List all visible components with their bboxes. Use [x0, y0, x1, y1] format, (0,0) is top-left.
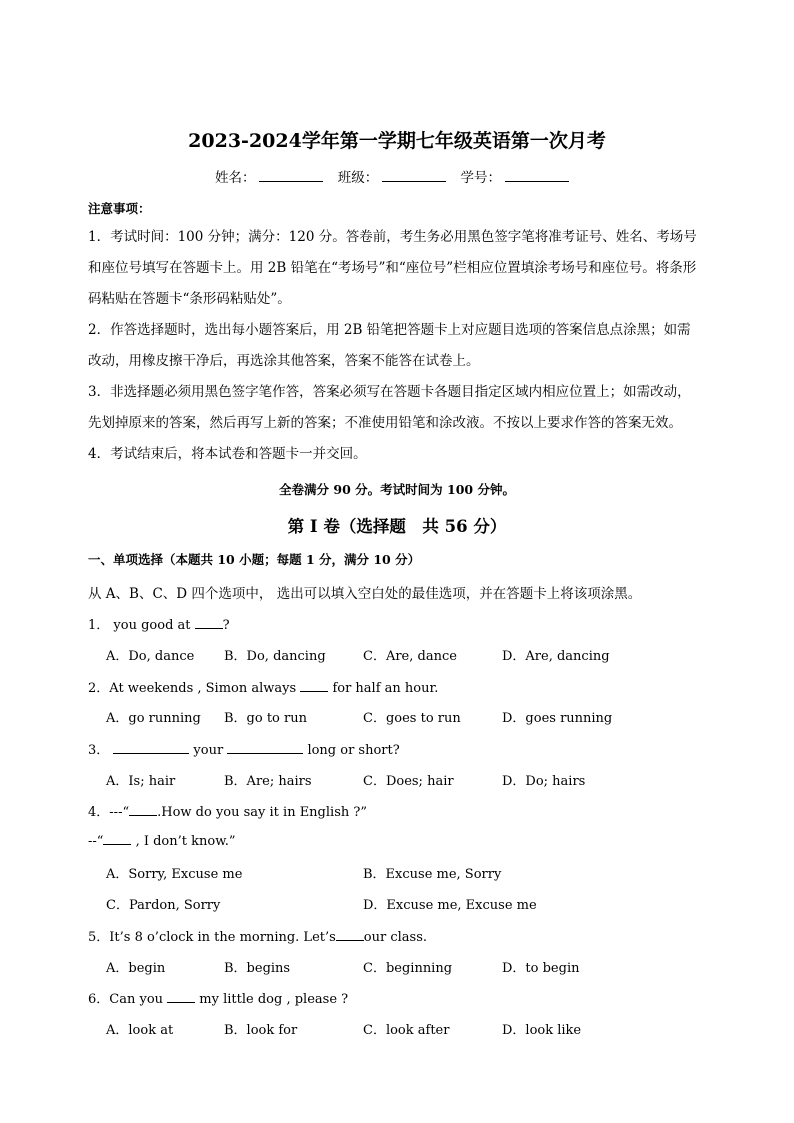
- question-text: for half an hour.: [328, 681, 439, 696]
- question-number: 4．: [88, 805, 110, 820]
- note-line: 和座位号填写在答题卡上。用 2B 铅笔在“考场号”和“座位号”栏相应位置填涂考场号和座位号。将条形: [88, 260, 697, 276]
- option-a[interactable]: A．go running: [106, 711, 201, 726]
- answer-blank: [227, 741, 303, 754]
- question-text: long or short?: [303, 743, 400, 758]
- question-text: --“: [88, 834, 104, 849]
- note-line: 4．考试结束后，将本试卷和答题卡一并交回。: [88, 446, 367, 462]
- question-number: 6．: [88, 992, 110, 1007]
- answer-blank: [103, 832, 131, 845]
- option-c[interactable]: C．Are, dance: [363, 649, 457, 664]
- id-label: 学号：: [460, 170, 502, 186]
- notes-heading: 注意事项：: [88, 201, 151, 216]
- exam-title: 2023-2024学年第一学期七年级英语第一次月考: [188, 130, 606, 152]
- answer-blank: [113, 741, 189, 754]
- option-b[interactable]: B．Are; hairs: [224, 774, 312, 789]
- note-line: 先划掉原来的答案，然后再写上新的答案；不准使用铅笔和涂改液。不按以上要求作答的答案无效。: [88, 415, 682, 431]
- question-6: [88, 988, 348, 1007]
- question-4: [88, 801, 367, 820]
- question-2: [88, 677, 438, 696]
- question-number: 2．: [88, 681, 110, 696]
- class-field[interactable]: [382, 169, 446, 182]
- score-line: 全卷满分 90 分。考试时间为 100 分钟。: [279, 482, 515, 497]
- name-label: 姓名：: [214, 170, 256, 186]
- option-d[interactable]: D．to begin: [502, 961, 580, 976]
- answer-blank: [195, 616, 223, 629]
- note-line: 3．非选择题必须用黑色签字笔作答，答案必须写在答题卡各题目指定区域内相应位置上；如需改动，: [88, 384, 691, 400]
- note-line: 2．作答选择题时，选出每小题答案后，用 2B 铅笔把答题卡上对应题目选项的答案信息点涂黑；如需: [88, 322, 691, 338]
- question-text: my little dog , please ?: [195, 992, 349, 1007]
- question-number: 1．: [88, 618, 110, 633]
- question-4-line-2: [88, 832, 236, 849]
- option-a[interactable]: A．look at: [106, 1023, 174, 1038]
- question-1: [88, 614, 230, 633]
- option-b[interactable]: B．look for: [224, 1023, 298, 1038]
- id-field[interactable]: [505, 169, 569, 182]
- option-a[interactable]: A．begin: [106, 961, 166, 976]
- option-d[interactable]: D．Are, dancing: [502, 649, 610, 664]
- option-c[interactable]: C．Pardon, Sorry: [106, 898, 221, 913]
- question-text: .How do you say it in English ?”: [157, 805, 367, 820]
- answer-blank: [300, 679, 328, 692]
- option-b[interactable]: B．Excuse me, Sorry: [363, 867, 502, 882]
- question-text: It’s 8 o’clock in the morning. Let’s: [109, 930, 336, 945]
- option-a[interactable]: A．Do, dance: [106, 649, 195, 664]
- section1-heading: 一、单项选择（本题共 10 小题；每题 1 分，满分 10 分）: [88, 552, 421, 567]
- note-line: 改动，用橡皮擦干净后，再选涂其他答案，答案不能答在试卷上。: [88, 353, 480, 369]
- question-text: ---“: [109, 805, 130, 820]
- option-d[interactable]: D．Do; hairs: [502, 774, 586, 789]
- question-text: you good at: [109, 618, 195, 633]
- note-line: 1．考试时间：100 分钟；满分：120 分。答卷前，考生务必用黑色签字笔将准考证号、姓名、考场号: [88, 229, 697, 245]
- question-text: ?: [222, 618, 230, 633]
- student-info-line: [0, 166, 794, 186]
- option-a[interactable]: A．Sorry, Excuse me: [106, 867, 243, 882]
- option-c[interactable]: C．beginning: [363, 961, 453, 976]
- answer-blank: [167, 990, 195, 1003]
- question-3: [88, 739, 400, 758]
- option-d[interactable]: D．Excuse me, Excuse me: [363, 898, 537, 913]
- option-b[interactable]: B．go to run: [224, 711, 307, 726]
- option-b[interactable]: B．begins: [224, 961, 291, 976]
- option-c[interactable]: C．Does; hair: [363, 774, 454, 789]
- answer-blank: [336, 928, 364, 941]
- answer-blank: [129, 803, 157, 816]
- option-a[interactable]: A．Is; hair: [106, 774, 176, 789]
- section1-instruction: 从 A、B、C、D 四个选项中， 选出可以填入空白处的最佳选项，并在答题卡上将该项涂黑。: [88, 586, 642, 602]
- option-c[interactable]: C．look after: [363, 1023, 450, 1038]
- question-text: your: [189, 743, 228, 758]
- part1-title: 第 I 卷（选择题 共 56 分）: [287, 517, 507, 536]
- option-d[interactable]: D．look like: [502, 1023, 582, 1038]
- question-text: Can you: [109, 992, 168, 1007]
- name-field[interactable]: [259, 169, 323, 182]
- option-b[interactable]: B．Do, dancing: [224, 649, 326, 664]
- class-label: 班级：: [337, 170, 379, 186]
- option-d[interactable]: D．goes running: [502, 711, 613, 726]
- question-text: our class.: [363, 930, 428, 945]
- question-number: 5．: [88, 930, 110, 945]
- option-c[interactable]: C．goes to run: [363, 711, 461, 726]
- question-text: At weekends , Simon always: [109, 681, 301, 696]
- question-text: , I don’t know.”: [131, 834, 236, 849]
- question-number: 3．: [88, 743, 110, 758]
- note-line: 码粘贴在答题卡“条形码粘贴处”。: [88, 291, 291, 307]
- question-5: [88, 926, 427, 945]
